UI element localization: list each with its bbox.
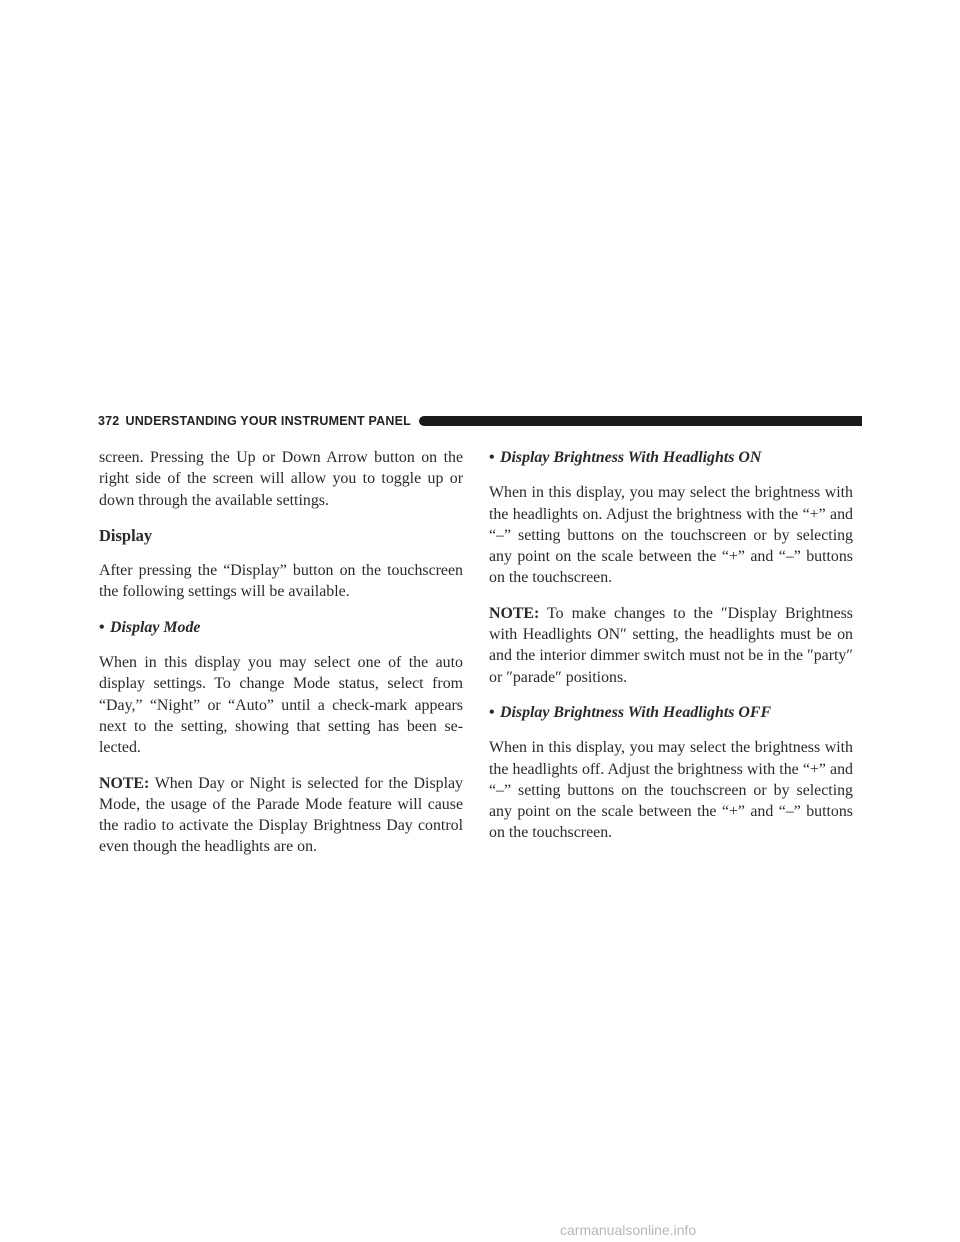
bullet-headlights-off: [489, 702, 853, 723]
left-column: [99, 447, 463, 872]
display-mode-paragraph: When in this display you may select one of the auto display settings. To change Mode status, select from “Day,” “Night” or “Auto” until a check-mark appears next to the setting, showing that setting has been se- lected.: [99, 654, 463, 757]
watermark: carmanualsonline.info: [560, 1222, 697, 1238]
note-label: NOTE:: [99, 774, 150, 792]
note-text: To make changes to the ″Display Brightness with Headlights ON″ setting, the headlights must be on and the interior dimmer switch must not be in the ″party″ or ″parade″ positions.: [489, 604, 853, 686]
note-text: When Day or Night is selected for the Display Mode, the usage of the Parade Mode feature will cause the radio to activate the Display Brightness Day control even though the headlights are on.: [99, 774, 463, 856]
section-title: UNDERSTANDING YOUR INSTRUMENT PANEL: [125, 414, 411, 428]
bullet-headlights-on: [489, 447, 853, 468]
bullet-headlights-on-label: Display Brightness With Headlights ON: [500, 449, 762, 466]
bullet-headlights-off-label: Display Brightness With Headlights OFF: [500, 703, 772, 721]
right-column: [489, 447, 853, 858]
display-heading: Display: [99, 525, 153, 545]
bullet-dot-icon: •: [489, 703, 495, 721]
display-intro-paragraph: After pressing the “Display” button on the touchscreen the following settings will be available.: [99, 562, 463, 601]
bullet-display-mode-label: Display Mode: [110, 618, 201, 636]
bullet-display-mode: [99, 617, 463, 638]
page-number: 372: [98, 414, 120, 428]
headlights-off-paragraph: When in this display, you may select the brightness with the headlights off. Adjust the brightness with the “+” and “–” setting buttons on the touchscreen or by selecting any point on the scale between the “+” and “–” buttons on the touchscreen.: [489, 739, 853, 842]
bullet-dot-icon: •: [489, 449, 495, 466]
note-paragraph-left: [99, 773, 463, 858]
headlights-on-paragraph: When in this display, you may select the brightness with the headlights on. Adjust the brightness with the “+” and “–” setting buttons on the touchscreen or by selecting any point on the scale between the “+” and “–” buttons on the touchscreen.: [489, 484, 853, 587]
page-header: [98, 414, 862, 428]
bullet-dot-icon: •: [99, 618, 105, 636]
note-label: NOTE:: [489, 604, 540, 622]
note-paragraph-right: [489, 603, 853, 688]
intro-paragraph: screen. Pressing the Up or Down Arrow button on the right side of the screen will allow you to toggle up or down through the available settings.: [99, 449, 463, 509]
header-rule: [419, 416, 862, 426]
